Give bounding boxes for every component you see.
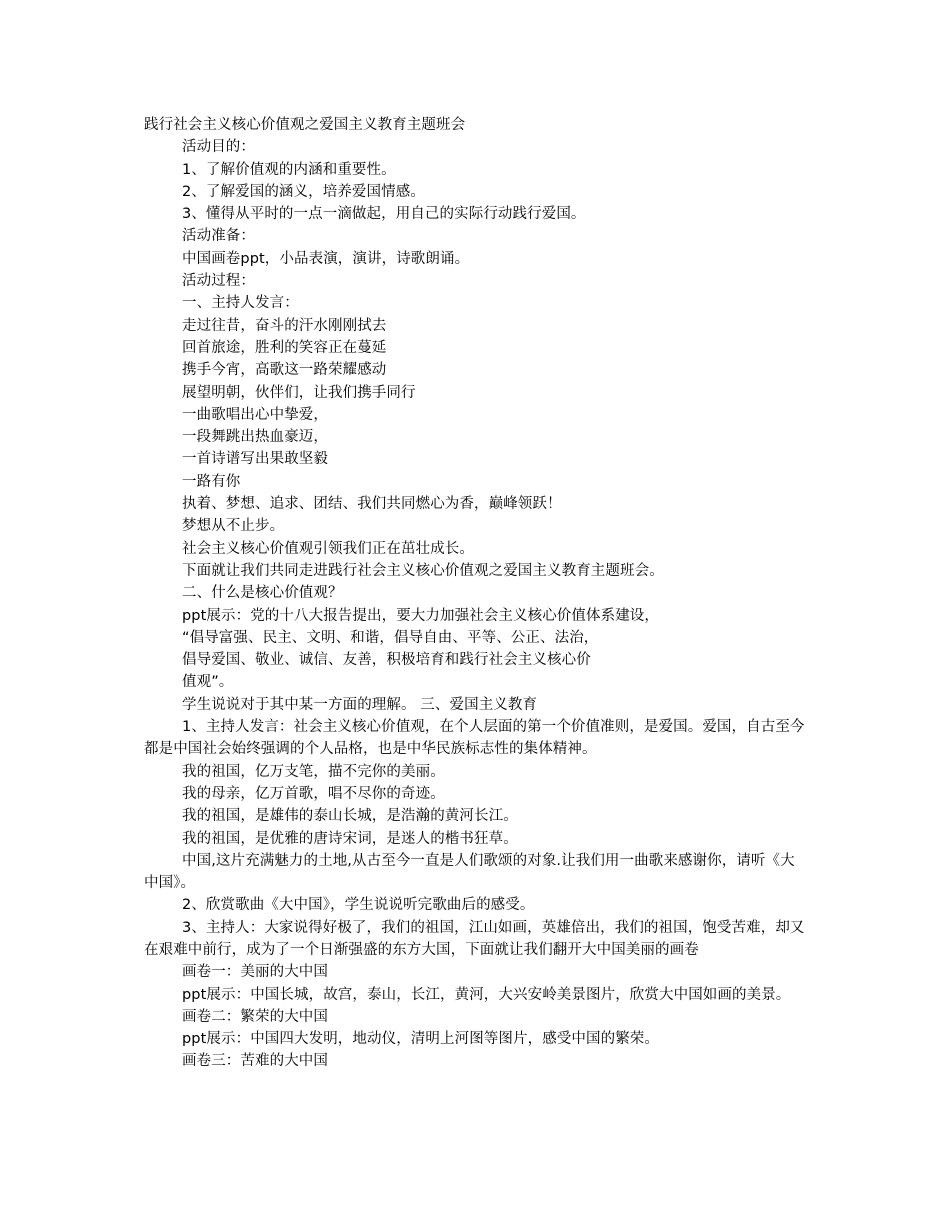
text-line: 学生说说对于其中某一方面的理解。 三、爱国主义教育 bbox=[182, 696, 538, 713]
paragraph: ppt展示：中国四大发明，地动仪，清明上河图等图片，感受中国的繁荣。 bbox=[182, 1031, 659, 1048]
text-line: 活动过程： bbox=[182, 273, 255, 290]
text-line: 倡导爱国、敬业、诚信、友善，积极培育和践行社会主义核心价 bbox=[182, 652, 591, 669]
paragraph: 我的母亲，亿万首歌，唱不尽你的奇迹。 bbox=[182, 785, 445, 802]
document-body bbox=[144, 114, 809, 1073]
text-line: 社会主义核心价值观引领我们正在茁壮成长。 bbox=[182, 540, 474, 557]
text-line: 中国画卷ppt，小品表演，演讲，诗歌朗诵。 bbox=[182, 250, 470, 267]
text-line: 活动准备： bbox=[182, 228, 255, 245]
paragraph: 我的祖国，亿万支笔，描不完你的美丽。 bbox=[182, 763, 445, 780]
paragraph: 中国,这片充满魅力的土地,从古至今一直是人们歌颂的对象.让我们用一曲歌来感谢你，请听《大中国》。 bbox=[144, 852, 795, 892]
text-line: 1、了解价值观的内涵和重要性。 bbox=[182, 161, 396, 178]
text-line: 值观”。 bbox=[182, 674, 234, 691]
document-title: 践行社会主义核心价值观之爱国主义教育主题班会 bbox=[144, 117, 466, 133]
paragraph: 我的祖国，是优雅的唐诗宋词，是迷人的楷书狂草。 bbox=[182, 830, 518, 847]
text-line: “倡导富强、民主、文明、和谐，倡导自由、平等、公正、法治， bbox=[182, 629, 599, 646]
paragraph: 3、主持人：大家说得好极了，我们的祖国，江山如画，英雄倍出，我们的祖国，饱受苦难，却又在艰难中前行，成为了一个日渐强盛的东方大国，下面就让我们翻开大中国美丽的画卷 bbox=[144, 919, 805, 958]
poem-line: 一曲歌唱出心中挚爱， bbox=[182, 406, 328, 423]
paragraph: 我的祖国，是雄伟的泰山长城，是浩瀚的黄河长江。 bbox=[182, 808, 518, 825]
poem-line: 回首旅途，胜利的笑容正在蔓延 bbox=[182, 339, 387, 356]
text-line: 3、懂得从平时的一点一滴做起，用自己的实际行动践行爱国。 bbox=[182, 206, 586, 223]
poem-line: 一首诗谱写出果敢坚毅 bbox=[182, 451, 328, 468]
text-line: 下面就让我们共同走进践行社会主义核心价值观之爱国主义教育主题班会。 bbox=[182, 562, 664, 579]
paragraph: 画卷三：苦难的大中国 bbox=[182, 1053, 328, 1070]
paragraph: 1、主持人发言：社会主义核心价值观，在个人层面的第一个价值准则，是爱国。爱国，自古至今都是中国社会始终强调的个人品格，也是中华民族标志性的集体精神。 bbox=[144, 719, 805, 758]
section-heading: 二、什么是核心价值观？ bbox=[182, 585, 343, 602]
paragraph: ppt展示：中国长城，故宫，泰山，长江，黄河，大兴安岭美景图片，欣赏大中国如画的美景。 bbox=[182, 986, 791, 1003]
poem-line: 一路有你 bbox=[182, 473, 241, 490]
poem-line: 执着、梦想、追求、团结、我们共同燃心为香，巅峰领跃！ bbox=[182, 496, 562, 513]
poem-line: 梦想从不止步。 bbox=[182, 518, 285, 535]
text-line: 活动目的： bbox=[182, 139, 255, 156]
poem-line: 携手今宵，高歌这一路荣耀感动 bbox=[182, 362, 387, 379]
poem-line: 走过往昔，奋斗的汗水刚刚拭去 bbox=[182, 317, 387, 334]
poem-line: 展望明朝，伙伴们，让我们携手同行 bbox=[182, 384, 416, 401]
paragraph: 画卷一：美丽的大中国 bbox=[182, 964, 328, 981]
poem-line: 一段舞跳出热血豪迈， bbox=[182, 429, 328, 446]
paragraph: 2、欣赏歌曲《大中国》，学生说说听完歌曲后的感受。 bbox=[182, 897, 535, 914]
section-heading: 一、主持人发言： bbox=[182, 295, 299, 312]
text-line: 2、了解爱国的涵义，培养爱国情感。 bbox=[182, 183, 425, 200]
paragraph: 画卷二：繁荣的大中国 bbox=[182, 1008, 328, 1025]
text-line: ppt展示：党的十八大报告提出，要大力加强社会主义核心价值体系建设， bbox=[182, 607, 659, 624]
